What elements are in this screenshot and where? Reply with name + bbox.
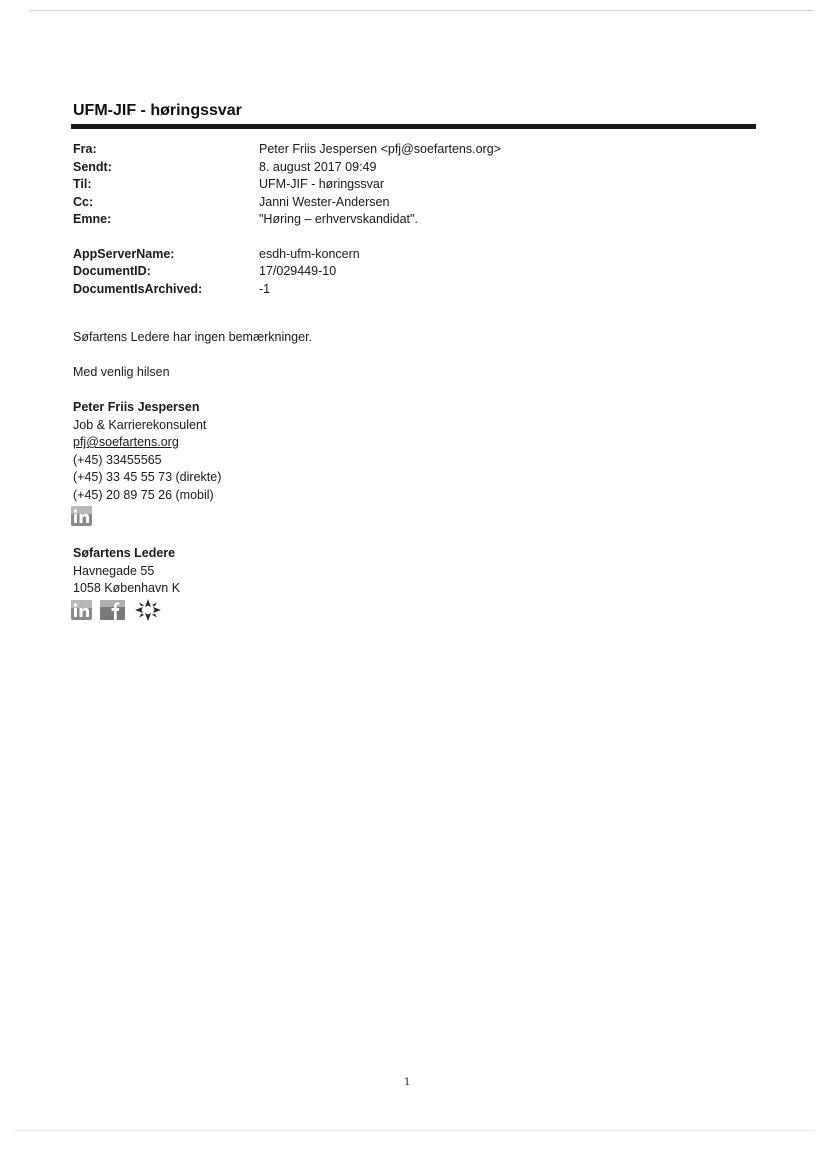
header-value: 8. august 2017 09:49 [259,159,377,174]
organisation-block [73,545,180,598]
header-row-cc [73,194,501,212]
page-number: 1 [404,1077,411,1088]
header-label: Cc: [73,194,94,209]
header-label: Fra: [73,142,97,156]
header-row-to [73,176,501,194]
header-row-from [73,141,501,159]
organisation-street: Havnegade 55 [73,563,155,578]
meta-value: -1 [259,281,271,296]
header-spacer [73,229,501,246]
body-greeting: Med venlig hilsen [73,365,170,379]
signature-block [73,399,221,504]
linkedin-icon[interactable] [71,600,92,625]
meta-row-appserver [73,246,501,264]
header-row-sent [73,159,501,177]
header-label: Til: [73,177,92,191]
title-divider [71,124,756,129]
signature-role: Job & Karrierekonsulent [73,417,207,432]
meta-row-documentid [73,263,501,281]
header-value: "Høring – erhvervskandidat". [259,212,418,226]
meta-label: DocumentIsArchived: [73,281,203,296]
email-header-table [73,141,501,298]
email-subject-title: UFM-JIF - høringssvar [73,102,242,119]
body-message: Søfartens Ledere har ingen bemærkninger. [73,330,313,344]
signature-phone-main: (+45) 33455565 [73,452,162,467]
scan-edge-top [30,10,814,11]
header-row-subject [73,211,501,229]
facebook-icon[interactable] [100,600,125,625]
scan-edge-bottom [14,1130,814,1131]
header-value: UFM-JIF - høringssvar [259,177,384,191]
header-value: Janni Wester-Andersen [259,194,390,209]
header-label: Emne: [73,212,112,226]
meta-label: DocumentID: [73,264,151,278]
signature-name: Peter Friis Jespersen [73,400,200,414]
header-label: Sendt: [73,159,112,174]
header-value: Peter Friis Jespersen <pfj@soefartens.org> [259,142,501,156]
organisation-social-icons [71,598,163,627]
meta-row-archived [73,281,501,299]
meta-value: esdh-ufm-koncern [259,246,360,261]
linkedin-icon[interactable] [71,506,92,531]
meta-label: AppServerName: [73,246,175,261]
signature-phone-mobile: (+45) 20 89 75 26 (mobil) [73,487,214,502]
signature-email-link[interactable]: pfj@soefartens.org [73,435,179,449]
organisation-city: 1058 København K [73,581,181,595]
signature-social-icons [71,506,92,531]
signature-phone-direct: (+45) 33 45 55 73 (direkte) [73,470,222,484]
meta-value: 17/029449-10 [259,264,337,278]
compass-icon[interactable] [133,598,163,627]
organisation-name: Søfartens Ledere [73,546,176,560]
